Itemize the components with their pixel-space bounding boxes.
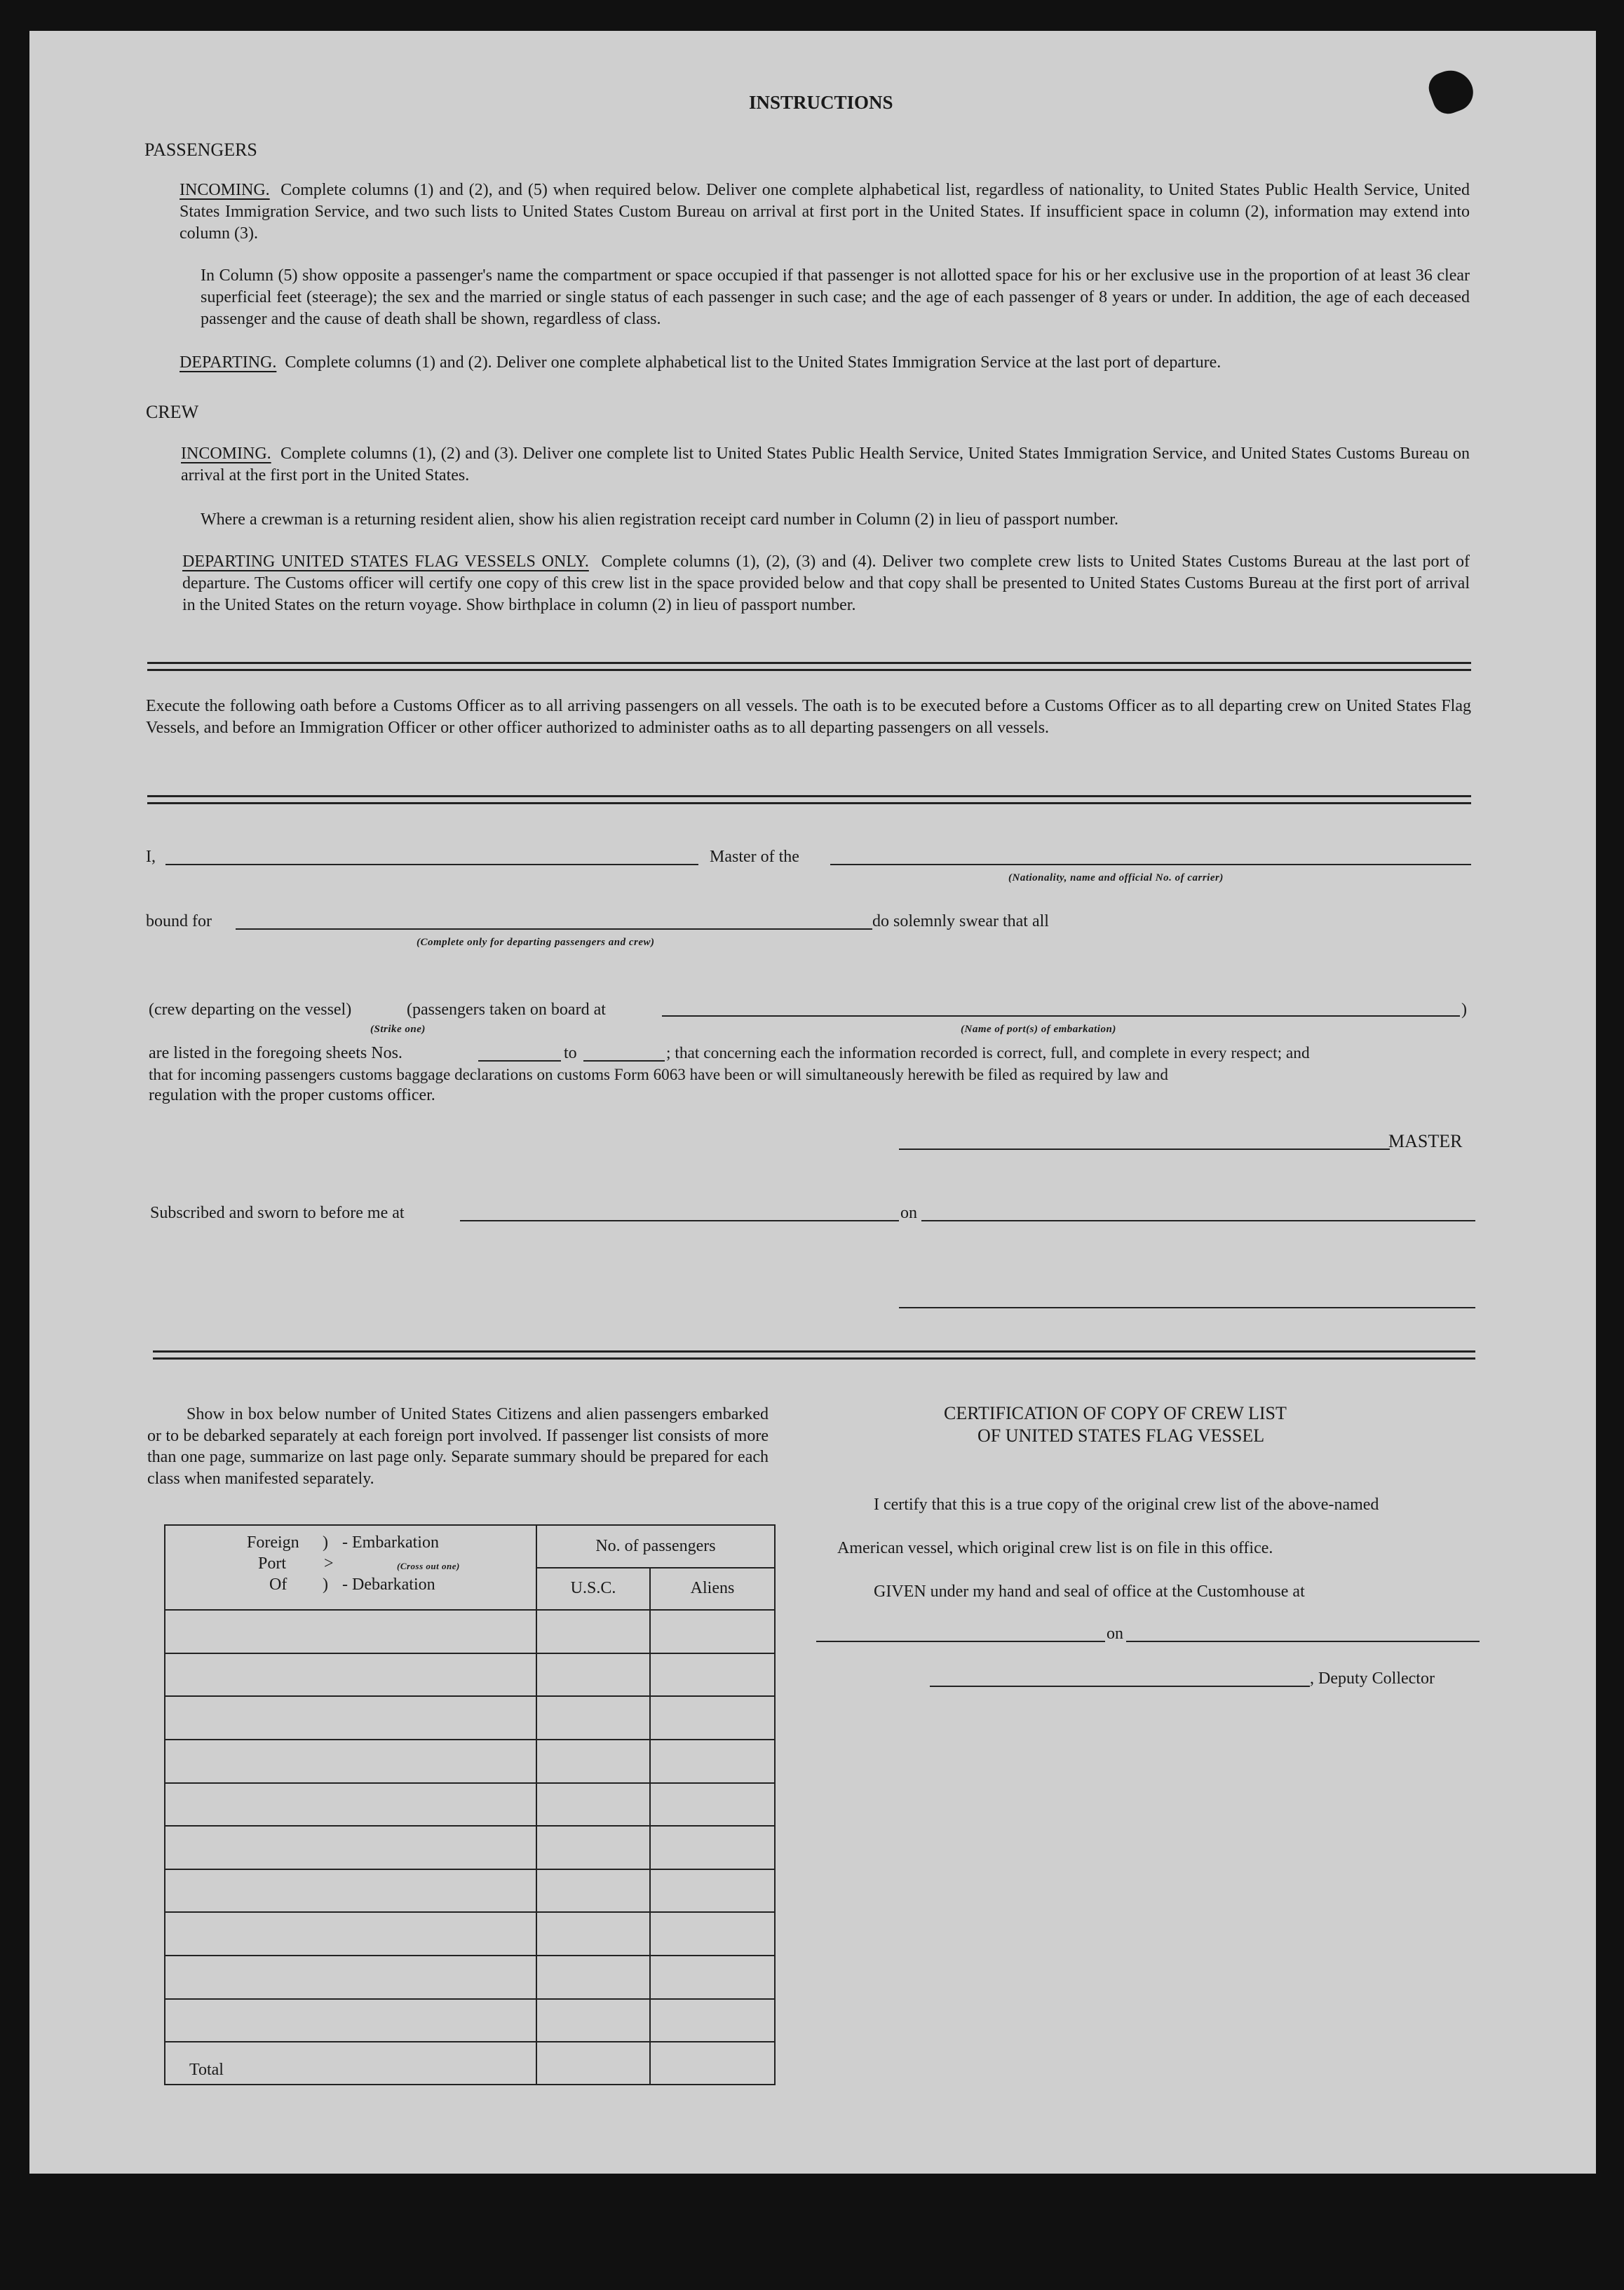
master-of-the-label: Master of the	[710, 848, 799, 866]
officer-signature-field[interactable]	[899, 1307, 1475, 1308]
port-cell[interactable]	[165, 1740, 536, 1783]
certification-line-3: GIVEN under my hand and seal of office at the Customhouse at	[874, 1583, 1305, 1601]
aliens-cell[interactable]	[650, 1999, 775, 2042]
certification-title-2: OF UNITED STATES FLAG VESSEL	[977, 1425, 1265, 1446]
section-divider-1	[147, 662, 1471, 671]
passengers-column5-text: In Column (5) show opposite a passenger's name the compartment or space occupied if that passenger is not allotted space for his or her exclusive use in the proportion of at least 36 clear superficial feet (steerage); the sex and the married or single status of each passenger in such case; and the age of each passenger of 8 years or under. In addition, the age of each deceased passenger and the cause of death shall be shown, regardless of class.	[201, 266, 1470, 328]
usc-header: U.S.C.	[536, 1568, 650, 1611]
section-divider-3	[153, 1350, 1475, 1360]
bound-caption: (Complete only for departing passengers and crew)	[417, 937, 655, 948]
port-label: Port	[258, 1554, 287, 1573]
master-label: MASTER	[1388, 1131, 1463, 1151]
certification-title-1: CERTIFICATION OF COPY OF CREW LIST	[944, 1403, 1287, 1423]
aliens-cell[interactable]	[650, 1826, 775, 1869]
to-label: to	[564, 1044, 577, 1062]
passengers-heading: PASSENGERS	[144, 140, 257, 160]
aliens-cell[interactable]	[650, 1653, 775, 1697]
oath-line-2: that for incoming passengers customs baggage declarations on customs Form 6063 have been or will simultaneously herewith be filed as required by law and	[149, 1065, 1168, 1083]
certification-on-label: on	[1107, 1625, 1123, 1643]
certification-date-field[interactable]	[1126, 1641, 1480, 1642]
ports-of-embarkation-field[interactable]	[662, 1015, 1460, 1017]
usc-cell[interactable]	[536, 1912, 650, 1956]
aliens-total-cell[interactable]	[650, 2042, 775, 2085]
embarkation-label: - Embarkation	[342, 1533, 439, 1552]
deputy-collector-label: , Deputy Collector	[1310, 1669, 1435, 1688]
summary-instructions: Show in box below number of United States Citizens and alien passengers embarked or to be debarked separately at each foreign port involved. If passenger list consists of more than one page, summarize on last page only. Separate summary should be prepared for each class when manifested separately.	[147, 1405, 769, 1488]
sheet-to-field[interactable]	[583, 1060, 665, 1062]
usc-cell[interactable]	[536, 1956, 650, 1999]
swear-label: do solemnly swear that all	[872, 912, 1049, 930]
aliens-cell[interactable]	[650, 1869, 775, 1913]
port-cell[interactable]	[165, 1999, 536, 2042]
aliens-cell[interactable]	[650, 1696, 775, 1740]
crew-departing-body: Complete columns (1), (2), (3) and (4). Deliver two complete crew lists to United States Customs Bureau at the last port of departure. The Customs officer will certify one copy of this crew list in the space provided below and that copy shall be presented to United States Customs Bureau at the first port of arrival in the United States on the return voyage. Show birthplace in column (2) in lieu of passport number.	[182, 553, 1470, 614]
sworn-date-field[interactable]	[921, 1220, 1475, 1221]
foreign-label: Foreign	[247, 1533, 299, 1552]
cross-out-caption: (Cross out one)	[397, 1561, 460, 1571]
port-cell[interactable]	[165, 1653, 536, 1697]
crew-departing-option[interactable]: (crew departing on the vessel)	[149, 1001, 352, 1019]
aliens-header: Aliens	[650, 1568, 775, 1611]
section-divider-2	[147, 795, 1471, 804]
total-label: Total	[165, 2042, 536, 2085]
crew-resident-text: Where a crewman is a returning resident alien, show his alien registration receipt card number in Column (2) in lieu of passport number.	[201, 510, 1118, 529]
listed-rest-text: ; that concerning each the information recorded is correct, full, and complete in every respect; and	[666, 1044, 1310, 1062]
carrier-caption: (Nationality, name and official No. of carrier)	[1008, 872, 1224, 883]
master-signature-field[interactable]	[899, 1149, 1390, 1150]
usc-cell[interactable]	[536, 1696, 650, 1740]
customhouse-field[interactable]	[816, 1641, 1105, 1642]
aliens-cell[interactable]	[650, 1740, 775, 1783]
port-cell[interactable]	[165, 1610, 536, 1653]
brace-mid: >	[324, 1554, 334, 1573]
of-label: Of	[269, 1576, 287, 1594]
sheet-from-field[interactable]	[478, 1060, 561, 1062]
certification-line-1: I certify that this is a true copy of the original crew list of the above-named	[874, 1496, 1379, 1514]
aliens-cell[interactable]	[650, 1912, 775, 1956]
certification-line-2: American vessel, which original crew list is on file in this office.	[837, 1539, 1273, 1557]
passengers-departing-text	[180, 352, 1470, 374]
usc-cell[interactable]	[536, 1740, 650, 1783]
crew-heading: CREW	[146, 402, 199, 422]
usc-total-cell[interactable]	[536, 2042, 650, 2085]
passengers-incoming-text	[180, 179, 1470, 245]
listed-start-text: are listed in the foregoing sheets Nos.	[149, 1044, 402, 1062]
ports-caption: (Name of port(s) of embarkation)	[961, 1024, 1116, 1035]
bound-for-label: bound for	[146, 912, 212, 930]
passengers-departing-body: Complete columns (1) and (2). Deliver one complete alphabetical list to the United States Immigration Service at the last port of departure.	[285, 353, 1222, 372]
port-cell[interactable]	[165, 1912, 536, 1956]
usc-cell[interactable]	[536, 1999, 650, 2042]
foreign-port-header	[165, 1525, 536, 1610]
usc-cell[interactable]	[536, 1869, 650, 1913]
passengers-incoming-body: Complete columns (1) and (2), and (5) when required below. Deliver one complete alphabetical list, regardless of nationality, to United States Public Health Service, United States Immigration Service, and two such lists to United States Custom Bureau on arrival at first port in the United States. If insufficient space in column (2), information may extend into column (3).	[180, 181, 1470, 243]
passenger-summary-table	[164, 1524, 776, 2085]
usc-cell[interactable]	[536, 1610, 650, 1653]
page-title: INSTRUCTIONS	[749, 92, 893, 113]
on-label: on	[900, 1204, 917, 1222]
passengers-taken-option[interactable]: (passengers taken on board at	[407, 1001, 606, 1019]
bound-for-field[interactable]	[236, 928, 872, 930]
port-cell[interactable]	[165, 1696, 536, 1740]
port-cell[interactable]	[165, 1956, 536, 1999]
oath-instructions: Execute the following oath before a Customs Officer as to all arriving passengers on all vessels. The oath is to be executed before a Customs Officer as to all departing crew on United States Flag Vessels, and before an Immigration Officer or other officer authorized to administer oaths as to all departing passengers on all vessels.	[146, 697, 1471, 737]
subscribed-label: Subscribed and sworn to before me at	[150, 1204, 405, 1222]
crew-departing-text	[182, 551, 1470, 616]
debarkation-label: - Debarkation	[342, 1576, 435, 1594]
oath-line-3: regulation with the proper customs officer.	[149, 1086, 435, 1104]
aliens-cell[interactable]	[650, 1956, 775, 1999]
close-paren: )	[1461, 1001, 1467, 1019]
strike-one-caption: (Strike one)	[370, 1024, 426, 1035]
crew-incoming-text	[181, 443, 1470, 487]
passengers-incoming-label: INCOMING.	[180, 181, 270, 199]
usc-cell[interactable]	[536, 1653, 650, 1697]
passengers-departing-label: DEPARTING.	[180, 353, 277, 372]
crew-incoming-label: INCOMING.	[181, 445, 271, 463]
brace-bottom: )	[323, 1576, 328, 1594]
aliens-cell[interactable]	[650, 1783, 775, 1827]
crew-incoming-body: Complete columns (1), (2) and (3). Deliver one complete list to United States Public Health Service, United States Immigration Service, and United States Customs Bureau on arrival at the first port in the United States.	[181, 445, 1470, 485]
crew-departing-label: DEPARTING UNITED STATES FLAG VESSELS ONLY.	[182, 553, 589, 571]
port-cell[interactable]	[165, 1783, 536, 1827]
usc-cell[interactable]	[536, 1826, 650, 1869]
deputy-signature-field[interactable]	[930, 1686, 1310, 1687]
port-cell[interactable]	[165, 1826, 536, 1869]
master-name-field[interactable]	[165, 864, 698, 865]
no-of-passengers-header: No. of passengers	[536, 1525, 775, 1568]
sworn-at-field[interactable]	[460, 1220, 899, 1221]
usc-cell[interactable]	[536, 1783, 650, 1827]
aliens-cell[interactable]	[650, 1610, 775, 1653]
carrier-field[interactable]	[830, 864, 1471, 865]
brace-top: )	[323, 1533, 328, 1552]
port-cell[interactable]	[165, 1869, 536, 1913]
oath-i-label: I,	[146, 848, 156, 866]
